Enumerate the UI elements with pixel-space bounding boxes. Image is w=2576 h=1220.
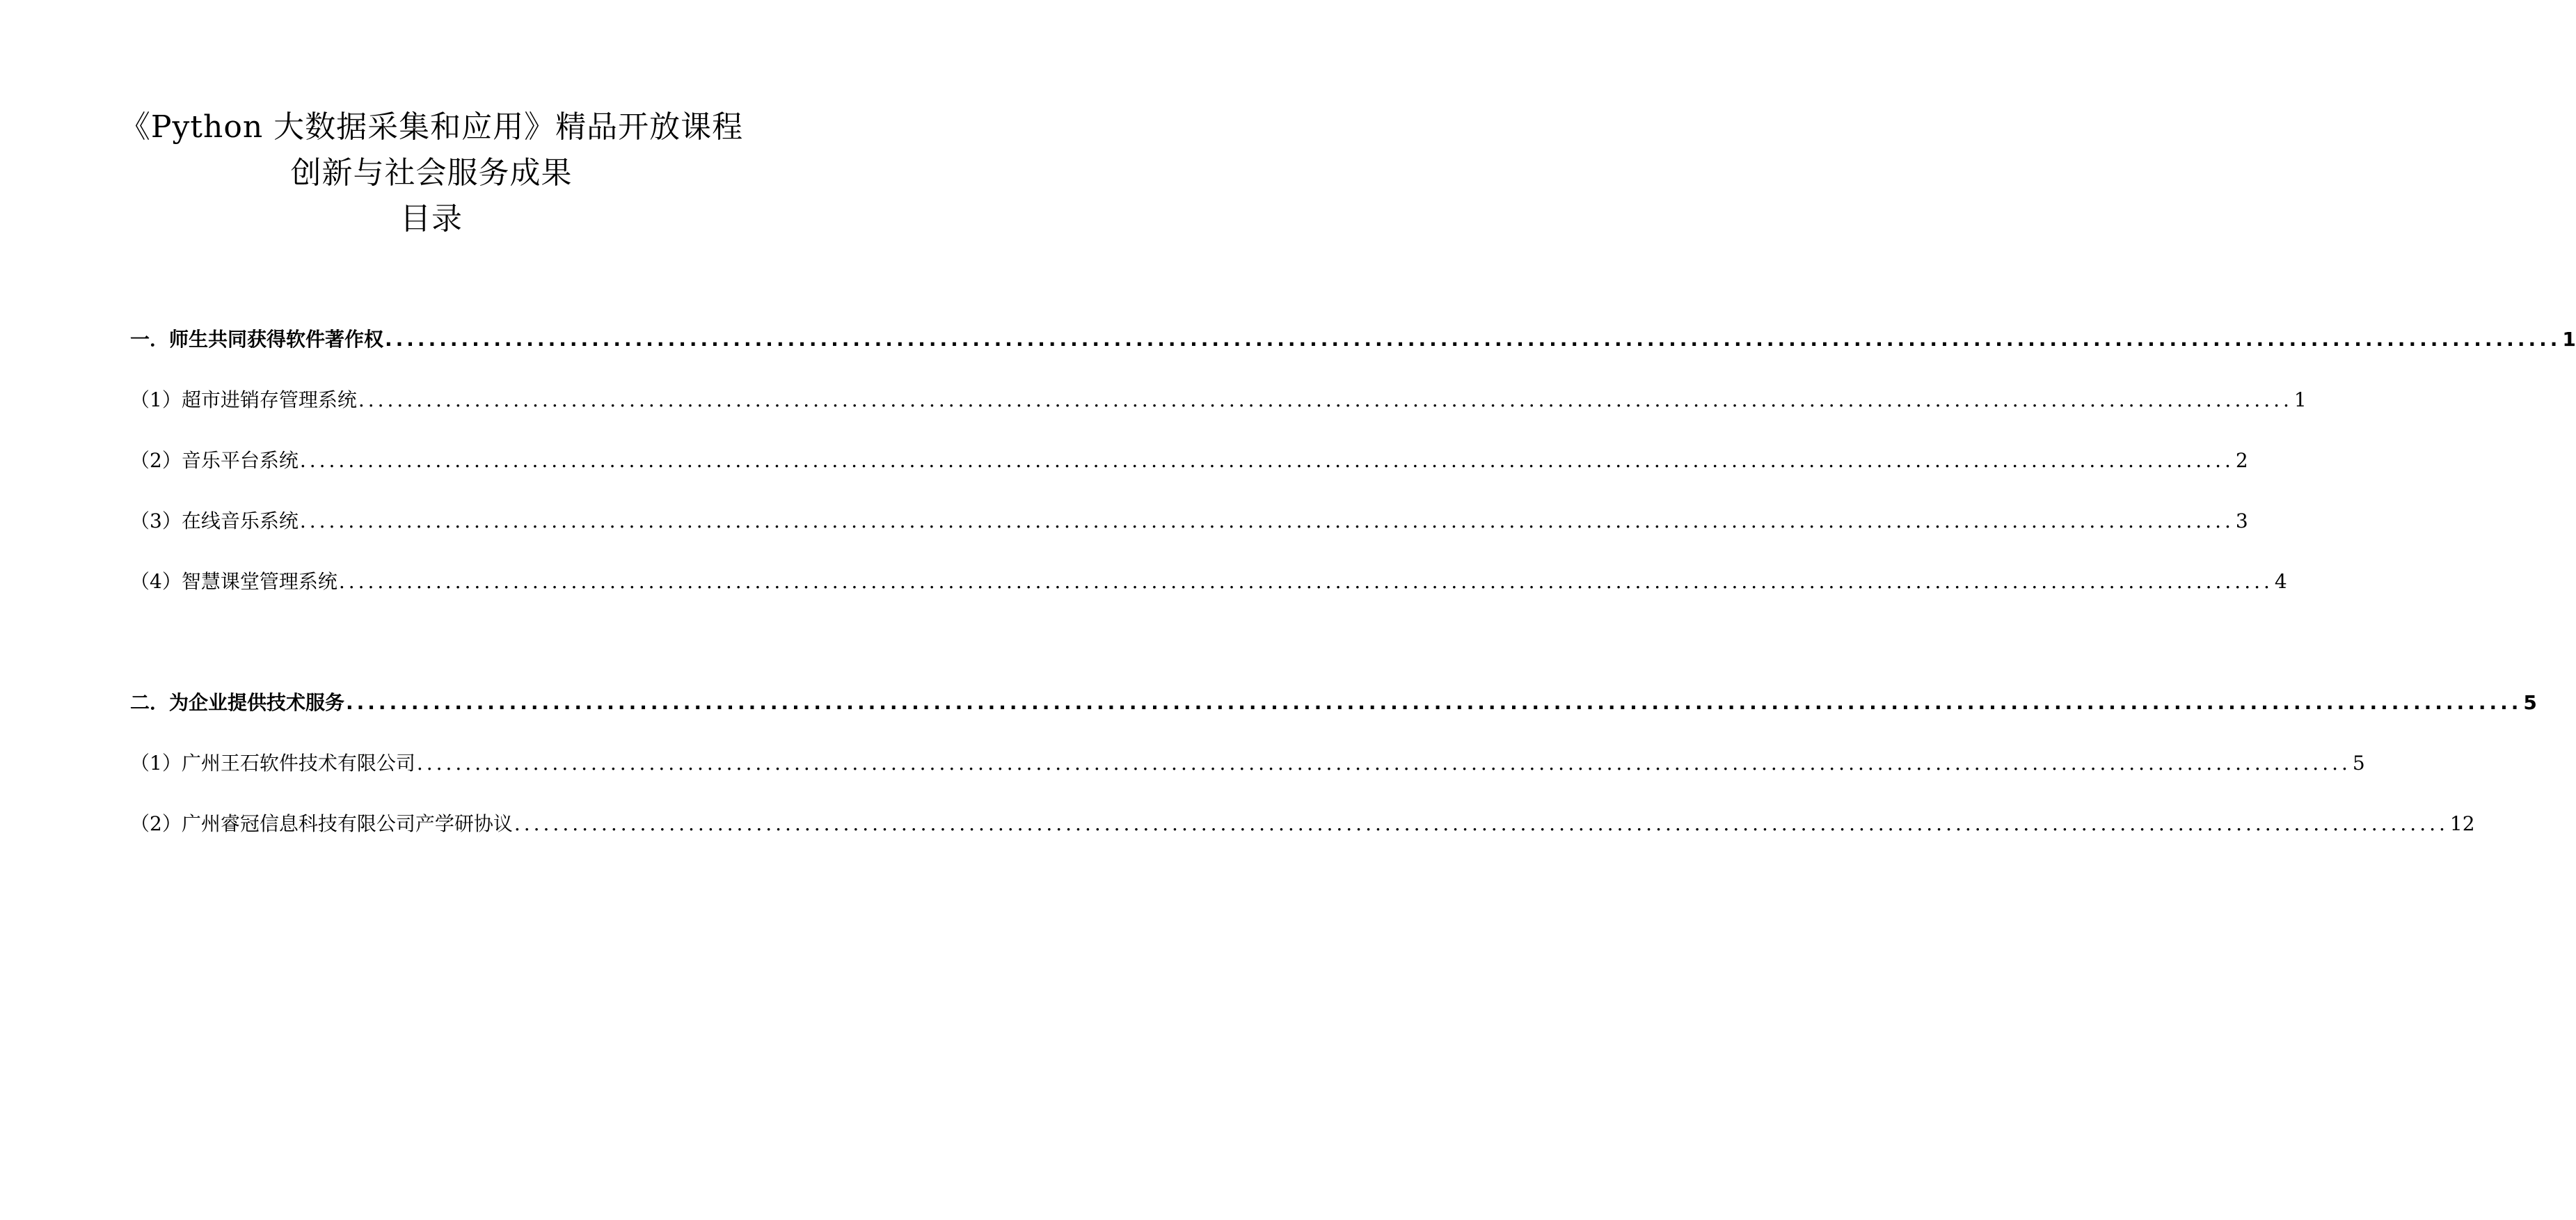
toc-section-heading-text: 二．为企业提供技术服务 xyxy=(130,691,345,714)
toc-section-heading-1[interactable] xyxy=(130,326,2576,354)
toc-dot-leader: ........................................................................................................................................................................................................ xyxy=(358,388,2293,411)
toc-item-text: （1）超市进销存管理系统 xyxy=(130,388,357,411)
toc-item-text: （1）广州王石软件技术有限公司 xyxy=(130,752,415,775)
toc-dot-leader: ........................................................................................................................................................................................................ xyxy=(385,328,2561,351)
toc-item[interactable] xyxy=(130,386,2307,414)
toc-page-number: 12 xyxy=(2449,812,2475,835)
document-title-toc-heading: 目录 xyxy=(400,201,463,237)
toc-dot-leader: ........................................................................................................................................................................................................ xyxy=(346,691,2522,714)
toc-section-heading-text: 一．师生共同获得软件著作权 xyxy=(130,328,384,351)
document-title-line-1: 《Python 大数据采集和应用》精品开放课程 xyxy=(119,109,744,145)
toc-dot-leader: ........................................................................................................................................................................................................ xyxy=(514,812,2449,835)
toc-page-number: 1 xyxy=(2293,388,2307,411)
toc-item-text: （2）音乐平台系统 xyxy=(130,449,299,472)
title-block xyxy=(0,104,863,242)
toc-item[interactable] xyxy=(130,507,2248,535)
toc-section-heading-2[interactable] xyxy=(130,689,2537,717)
toc-item[interactable] xyxy=(130,810,2475,838)
toc-dot-leader: ........................................................................................................................................................................................................ xyxy=(416,752,2351,775)
toc-page-number: 3 xyxy=(2235,509,2248,532)
toc-item[interactable] xyxy=(130,750,2365,777)
toc-page-number: 4 xyxy=(2274,570,2287,593)
toc-dot-leader: ........................................................................................................................................................................................................ xyxy=(299,509,2234,532)
toc-page-number: 1 xyxy=(2562,328,2576,351)
toc-dot-leader: ........................................................................................................................................................................................................ xyxy=(338,570,2273,593)
toc-page-number: 5 xyxy=(2352,752,2365,775)
toc-item[interactable] xyxy=(130,447,2248,475)
toc-item-text: （3）在线音乐系统 xyxy=(130,509,299,532)
toc-item-text: （2）广州睿冠信息科技有限公司产学研协议 xyxy=(130,812,513,835)
document-title-line-2: 创新与社会服务成果 xyxy=(290,155,573,191)
toc-dot-leader: ........................................................................................................................................................................................................ xyxy=(299,449,2234,472)
toc-page-number: 2 xyxy=(2235,449,2248,472)
toc-item[interactable] xyxy=(130,568,2287,596)
toc-item-text: （4）智慧课堂管理系统 xyxy=(130,570,337,593)
toc-page-number: 5 xyxy=(2523,691,2537,714)
